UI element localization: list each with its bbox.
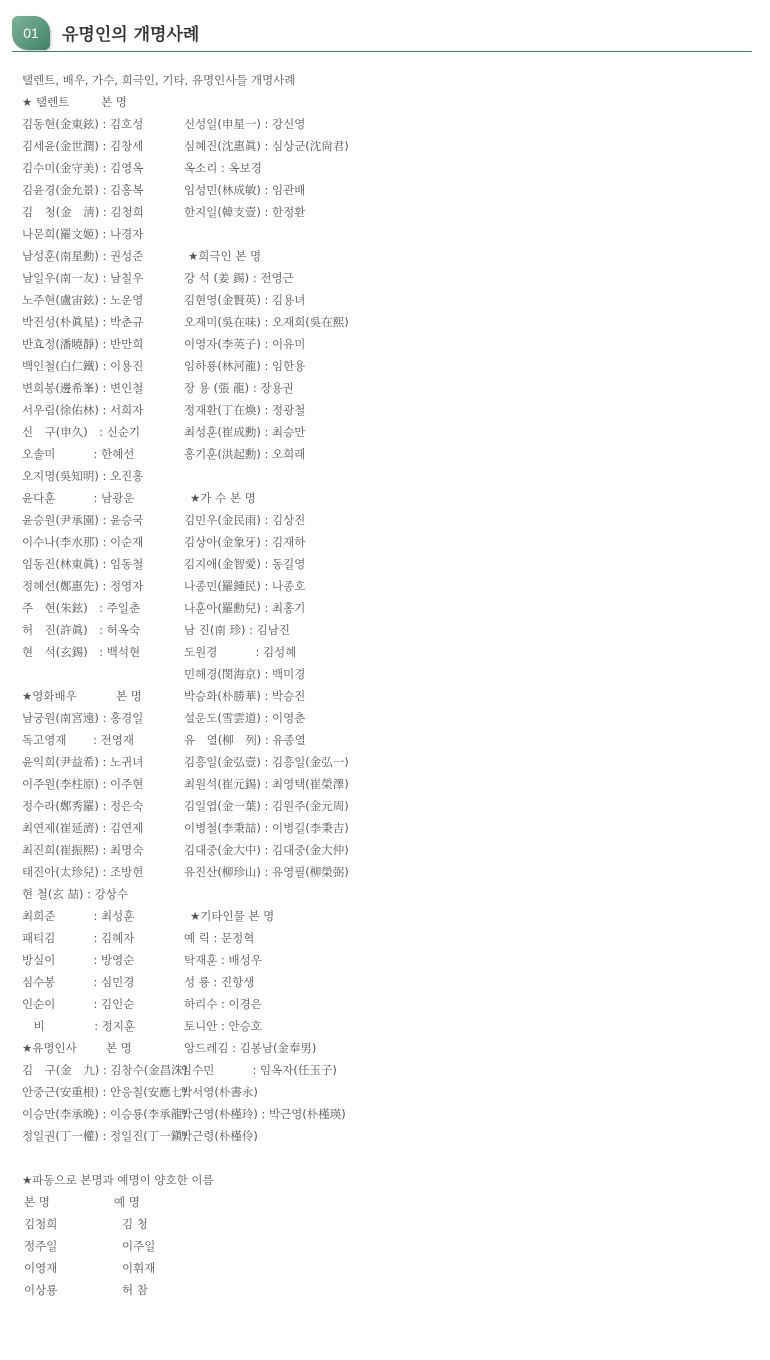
list-item: 옥소리 : 옥보경: [184, 161, 262, 175]
list-item: 이주원(李柱原) : 이주현: [22, 777, 144, 791]
list-item: 이병철(李秉喆) : 이병길(李秉吉): [184, 821, 349, 835]
list-item: 최원석(崔元錫) : 최영택(崔榮澤): [184, 777, 349, 791]
list-item: 변희봉(邊希峯) : 변인철: [22, 381, 144, 395]
wave-real-name: 정주일: [24, 1239, 58, 1253]
list-item: 반효정(潘曉靜) : 반만희: [22, 337, 144, 351]
list-item: 박서영(朴書永): [181, 1085, 258, 1099]
list-item: 현 철(玄 喆) : 강상수: [22, 887, 129, 901]
list-item: 민해경(閔海京) : 백미경: [184, 667, 306, 681]
list-item: 서우림(徐佑林) : 서희자: [22, 403, 144, 417]
heading-singer: ★가 수 본 명: [190, 491, 256, 505]
list-item: 윤익희(尹益希) : 노귀녀: [22, 755, 144, 769]
list-item: 김상아(金象牙) : 김재하: [184, 535, 306, 549]
heading-talent: ★ 탤렌트: [22, 95, 70, 109]
list-item: 예 릭 : 문정혁: [184, 931, 255, 945]
list-item: 도원경 : 김성혜: [184, 645, 297, 659]
list-item: 나훈아(羅勳兒) : 최홍기: [184, 601, 306, 615]
list-item: 장 용 (張 龍) : 장용권: [184, 381, 294, 395]
list-item: 임동진(林東眞) : 임동철: [22, 557, 144, 571]
list-item: 최희준 : 최성훈: [22, 909, 135, 923]
list-item: 유진산(柳珍山) : 유영필(柳榮弼): [184, 865, 349, 879]
list-item: 박진성(朴眞星) : 박춘규: [22, 315, 144, 329]
list-item: 심수봉 : 심민경: [22, 975, 135, 989]
list-item: 나종민(羅鍾民) : 나종호: [184, 579, 306, 593]
list-item: 탁재훈 : 배성우: [184, 953, 262, 967]
list-item: 김지애(金智愛) : 동길영: [184, 557, 306, 571]
list-item: 인순이 : 김인순: [22, 997, 135, 1011]
heading-actor: ★영화배우: [22, 689, 77, 703]
list-item: 하리수 : 이경은: [184, 997, 262, 1011]
list-item: 김 구(金 九) : 김창수(金昌洙): [22, 1063, 188, 1077]
list-item: 한지일(韓支壹) : 한정환: [184, 205, 306, 219]
list-item: 강 석 (姜 錫) : 전영근: [184, 271, 294, 285]
list-item: 남궁원(南宮遠) : 홍경일: [22, 711, 144, 725]
list-item: 남성훈(南星勳) : 권성준: [22, 249, 144, 263]
list-item: 토니안 : 안승호: [184, 1019, 262, 1033]
list-item: 남일우(南一友) : 남칠우: [22, 271, 144, 285]
list-item: 김수미(金守美) : 김영옥: [22, 161, 144, 175]
list-item: 김윤경(金允景) : 김홍복: [22, 183, 144, 197]
list-item: 오솔미 : 한혜선: [22, 447, 135, 461]
list-item: 허 진(許眞) : 허옥숙: [22, 623, 141, 637]
list-item: 박근영(朴槿玲) : 박근영(朴槿瑛): [181, 1107, 346, 1121]
section-number-badge: 01: [12, 16, 50, 50]
list-item: 안중근(安重根) : 안응칠(安應七): [22, 1085, 187, 1099]
list-item: 오지명(吳知明) : 오진홍: [22, 469, 144, 483]
list-item: 노주현(盧宙鉉) : 노운영: [22, 293, 144, 307]
list-item: 김흥일(金弘壹) : 김흥일(金弘一): [184, 755, 349, 769]
list-item: 임성민(林成敏) : 임관배: [184, 183, 306, 197]
heading-real-name: 본 명: [101, 95, 127, 109]
list-item: 최진희(崔振熙) : 최명숙: [22, 843, 144, 857]
list-item: 정수라(鄭秀羅) : 정은숙: [22, 799, 144, 813]
list-item: 최성훈(崔成勳) : 최승만: [184, 425, 306, 439]
heading-famous: ★유명인사: [22, 1041, 77, 1055]
heading-real-name: 본 명: [116, 689, 142, 703]
list-item: 남 진(南 珍) : 김남진: [184, 623, 291, 637]
list-item: 이영자(李英子) : 이유미: [184, 337, 306, 351]
list-item: 앙드레김 : 김봉남(金奉男): [184, 1041, 317, 1055]
list-item: 이수나(李水那) : 이순재: [22, 535, 144, 549]
wave-real-name: 이영재: [24, 1261, 58, 1275]
header-divider: [12, 51, 752, 52]
list-item: 김민우(金民雨) : 김상진: [184, 513, 306, 527]
list-item: 김동현(金東鉉) : 김호성: [22, 117, 144, 131]
list-item: 김대중(金大中) : 김대중(金大仲): [184, 843, 349, 857]
list-item: 독고영재 : 전영재: [22, 733, 134, 747]
list-item: 홍기훈(洪起勳) : 오희래: [184, 447, 306, 461]
wave-stage-name: 김 청: [122, 1217, 148, 1231]
wave-stage-name: 이주일: [122, 1239, 156, 1253]
list-item: 신 구(申久) : 신순기: [22, 425, 141, 439]
wave-real-name: 김청희: [24, 1217, 58, 1231]
list-item: 주 현(朱鉉) : 주일춘: [22, 601, 141, 615]
list-item: 최연제(崔延濟) : 김연제: [22, 821, 144, 835]
heading-real-name: 본 명: [106, 1041, 132, 1055]
list-item: 김 청(金 淸) : 김청희: [22, 205, 144, 219]
list-item: 유 열(柳 列) : 유종열: [184, 733, 306, 747]
list-item: 정재환(丁在煥) : 정광철: [184, 403, 306, 417]
list-item: 태진아(太珍兒) : 조방헌: [22, 865, 144, 879]
heading-other: ★기타인물 본 명: [190, 909, 275, 923]
list-item: 이승만(李承晩) : 이승룡(李承龍): [22, 1107, 187, 1121]
page-title: 유명인의 개명사례: [62, 25, 200, 45]
wave-stage-name: 허 참: [122, 1283, 148, 1297]
list-item: 박근령(朴槿伶): [181, 1129, 258, 1143]
list-item: 패티김 : 김혜자: [22, 931, 135, 945]
wave-real-name: 이상룡: [24, 1283, 58, 1297]
list-item: 임수민 : 임옥자(任玉子): [181, 1063, 337, 1077]
list-item: 설운도(雪雲道) : 이영춘: [184, 711, 306, 725]
list-item: 정혜선(鄭惠先) : 정영자: [22, 579, 144, 593]
list-item: 심혜진(沈惠眞) : 심상군(沈尙君): [184, 139, 349, 153]
list-item: 김현영(金賢英) : 김용녀: [184, 293, 306, 307]
list-item: 김세윤(金世潤) : 김창세: [22, 139, 144, 153]
list-item: 김일엽(金一葉) : 김원주(金元周): [184, 799, 349, 813]
list-item: 방실이 : 방영순: [22, 953, 135, 967]
list-item: 임하룡(林河龍) : 임한용: [184, 359, 306, 373]
list-item: 오재미(吳在味) : 오재희(吳在熙): [184, 315, 349, 329]
list-item: 백인철(白仁鐵) : 이용진: [22, 359, 144, 373]
list-item: 성 룡 : 진항생: [184, 975, 255, 989]
wave-stage-name: 이휘재: [122, 1261, 156, 1275]
list-item: 윤승원(尹承園) : 윤승국: [22, 513, 144, 527]
list-item: 정일권(丁一權) : 정일진(丁一鎭): [22, 1129, 187, 1143]
wave-header-real: 본 명: [24, 1195, 50, 1209]
wave-header-stage: 예 명: [114, 1195, 140, 1209]
section-header: [12, 16, 752, 52]
list-item: 윤다훈 : 남광운: [22, 491, 135, 505]
list-item: 나문희(羅文姬) : 나경자: [22, 227, 144, 241]
list-item: 비 : 정지훈: [22, 1019, 136, 1033]
heading-wave: ★파동으로 본명과 예명이 양호한 이름: [22, 1173, 214, 1187]
list-item: 신성일(申星一) : 강신영: [184, 117, 306, 131]
heading-comedian: ★희극인 본 명: [188, 249, 262, 263]
list-item: 현 석(玄錫) : 백석현: [22, 645, 141, 659]
list-item: 박승화(朴勝華) : 박승진: [184, 689, 306, 703]
intro-text: 탤렌트, 배우, 가수, 희극인, 기타, 유명인사들 개명사례: [22, 73, 296, 87]
